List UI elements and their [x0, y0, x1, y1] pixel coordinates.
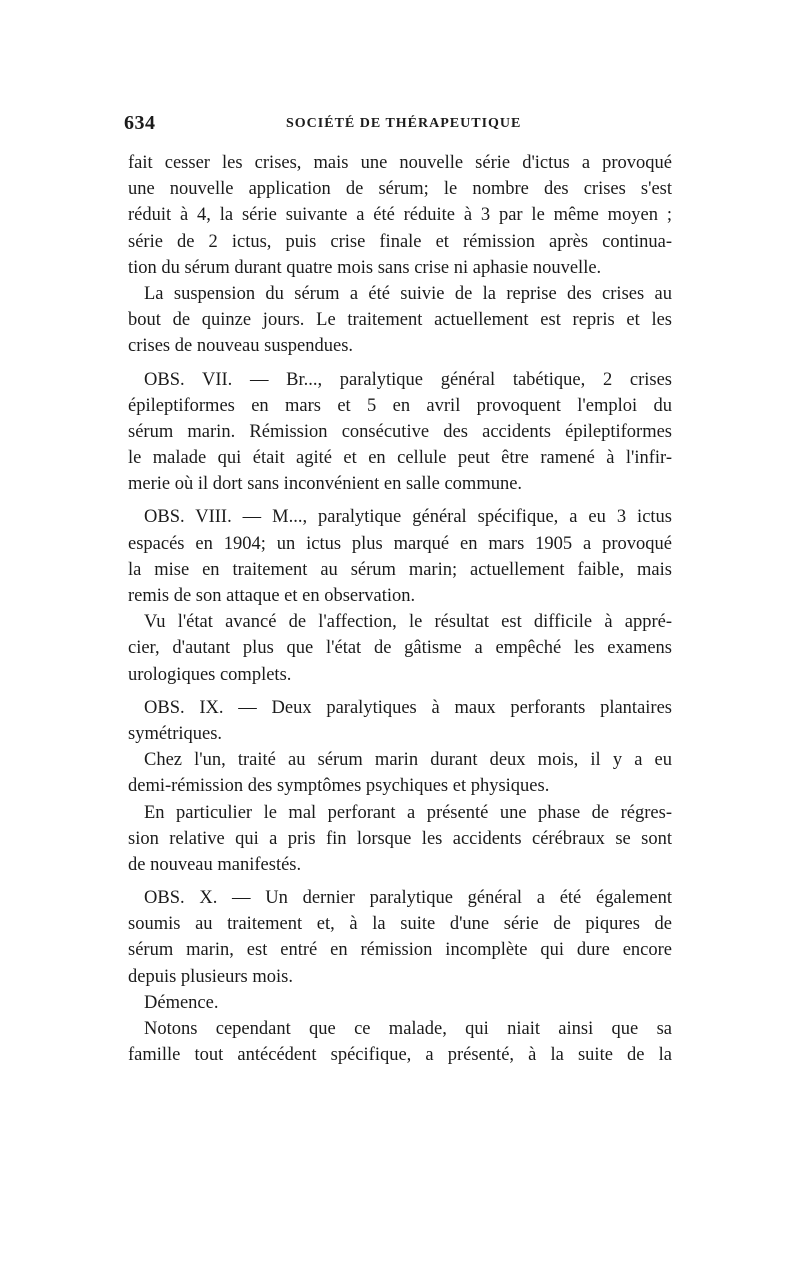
text-line: OBS. IX. — Deux paralytiques à maux perforants plantaires	[144, 697, 672, 718]
text-line: Démence.	[144, 992, 219, 1013]
paragraph	[128, 609, 672, 688]
paragraph	[128, 1016, 672, 1068]
text-line: Vu l'état avancé de l'affection, le résultat est difficile à appré-	[144, 612, 672, 633]
text-line: urologiques complets.	[128, 664, 292, 685]
text-line: bout de quinze jours. Le traitement actuellement est repris et les	[128, 310, 672, 331]
paragraph-obs-x	[128, 885, 672, 990]
text-line: la mise en traitement au sérum marin; actuellement faible, mais	[128, 559, 672, 580]
text-line: sérum marin, est entré en rémission incomplète qui dure encore	[128, 940, 672, 961]
text-line: OBS. VIII. — M..., paralytique général spécifique, a eu 3 ictus	[144, 507, 672, 528]
running-head	[124, 112, 676, 138]
paragraph-demence	[128, 990, 672, 1016]
text-line: épileptiformes en mars et 5 en avril provoquent l'emploi du	[128, 395, 672, 416]
text-line: Chez l'un, traité au sérum marin durant deux mois, il y a eu	[144, 750, 672, 771]
text-line: le malade qui était agité et en cellule peut être ramené à l'infir-	[128, 448, 672, 469]
paragraph	[128, 800, 672, 879]
text-line: réduit à 4, la série suivante a été réduite à 3 par le même moyen ;	[128, 205, 672, 226]
text-line: cier, d'autant plus que l'état de gâtisme a empêché les examens	[128, 638, 672, 659]
text-line: crises de nouveau suspendues.	[128, 336, 354, 357]
text-line: OBS. VII. — Br..., paralytique général tabétique, 2 crises	[144, 369, 672, 390]
text-line: remis de son attaque et en observation.	[128, 586, 416, 606]
text-line: demi-rémission des symptômes psychiques et physiques.	[128, 776, 550, 797]
text-line: symétriques.	[128, 723, 223, 744]
text-line: sion relative qui a pris fin lorsque les accidents cérébraux se sont	[128, 828, 672, 849]
paragraph-obs-vii	[128, 367, 672, 498]
text-line: de nouveau manifestés.	[128, 854, 302, 875]
paragraph	[128, 150, 672, 281]
paragraph-obs-viii	[128, 504, 672, 609]
text-line: soumis au traitement et, à la suite d'une série de piqures de	[128, 914, 672, 935]
text-line: tion du sérum durant quatre mois sans crise ni aphasie nouvelle.	[128, 257, 602, 278]
paragraph	[128, 281, 672, 360]
text-line: espacés en 1904; un ictus plus marqué en mars 1905 a provoqué	[128, 533, 672, 554]
page-number: 634	[124, 112, 156, 134]
text-line: famille tout antécédent spécifique, a présenté, à la suite de la	[128, 1045, 672, 1066]
text-line: En particulier le mal perforant a présenté une phase de régres-	[144, 802, 672, 823]
text-line: Notons cependant que ce malade, qui niait ainsi que sa	[144, 1019, 672, 1039]
running-title: SOCIÉTÉ DE THÉRAPEUTIQUE	[286, 116, 522, 131]
text-line: La suspension du sérum a été suivie de la reprise des crises au	[144, 283, 672, 304]
text-line: depuis plusieurs mois.	[128, 966, 293, 987]
paragraph	[128, 747, 672, 799]
text-line: une nouvelle application de sérum; le nombre des crises s'est	[128, 179, 672, 200]
paragraph-obs-ix	[128, 695, 672, 747]
text-line: fait cesser les crises, mais une nouvelle série d'ictus a provoqué	[128, 153, 672, 173]
body-text	[128, 150, 672, 1068]
text-line: OBS. X. — Un dernier paralytique général a été également	[144, 888, 672, 909]
text-line: sérum marin. Rémission consécutive des accidents épileptiformes	[128, 421, 672, 442]
text-line: série de 2 ictus, puis crise finale et rémission après continua-	[128, 231, 672, 252]
text-line: merie où il dort sans inconvénient en salle commune.	[128, 474, 523, 495]
